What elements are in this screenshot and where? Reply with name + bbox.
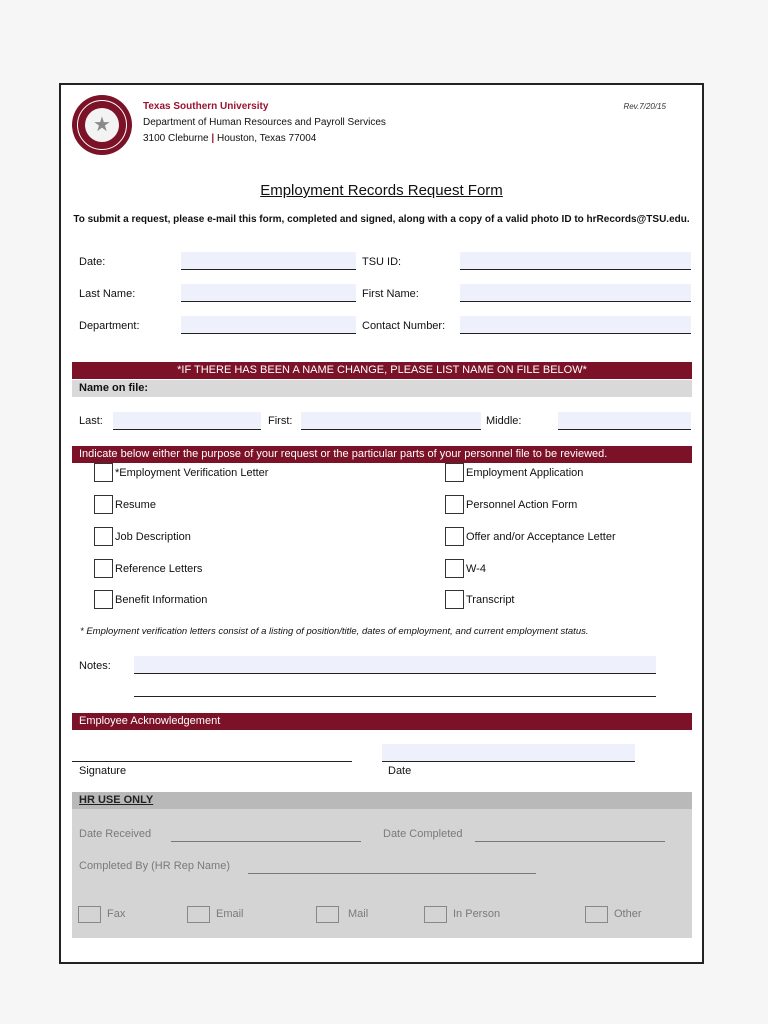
prior-first-field[interactable]	[301, 412, 481, 430]
employment-verification-checkbox[interactable]	[94, 463, 113, 482]
notes-label: Notes:	[79, 660, 111, 672]
completed-by-label: Completed By (HR Rep Name)	[79, 860, 230, 872]
form-page	[59, 83, 704, 964]
option-label: Offer and/or Acceptance Letter	[466, 531, 616, 543]
last-name-field[interactable]	[181, 284, 356, 302]
email-label: Email	[216, 908, 244, 920]
mail-checkbox[interactable]	[316, 906, 339, 923]
prior-first-label: First:	[268, 415, 293, 427]
notes-field-line-2[interactable]	[134, 696, 656, 697]
address-city: Houston, Texas 77004	[216, 133, 317, 144]
contact-number-field[interactable]	[460, 316, 691, 334]
option-label: W-4	[466, 563, 486, 575]
option-label: *Employment Verification Letter	[115, 467, 269, 479]
in-person-label: In Person	[453, 908, 501, 920]
signature-date-field[interactable]	[382, 744, 635, 762]
university-name: Texas Southern University	[143, 101, 269, 112]
first-name-label: First Name:	[362, 288, 419, 300]
mail-label: Mail	[348, 908, 369, 920]
offer-acceptance-letter-checkbox[interactable]	[445, 527, 464, 546]
date-completed-label: Date Completed	[383, 828, 463, 840]
department-field[interactable]	[181, 316, 356, 334]
name-on-file-label: Name on file:	[72, 380, 692, 397]
star-icon: ★	[93, 114, 111, 136]
prior-middle-field[interactable]	[558, 412, 691, 430]
employment-application-checkbox[interactable]	[445, 463, 464, 482]
seal-center	[85, 108, 119, 142]
prior-last-field[interactable]	[113, 412, 261, 430]
other-checkbox[interactable]	[585, 906, 608, 923]
prior-last-label: Last:	[79, 415, 103, 427]
instructions: To submit a request, please e-mail this form, completed and signed, along with a copy of a valid photo ID to hrRecords@TSU.edu.	[73, 214, 690, 225]
university-seal	[72, 95, 132, 155]
last-name-label: Last Name:	[79, 288, 136, 300]
w4-checkbox[interactable]	[445, 559, 464, 578]
completed-by-line[interactable]	[248, 873, 536, 874]
purpose-banner: Indicate below either the purpose of your request or the particular parts of your personnel file to be reviewed.	[72, 446, 692, 463]
option-label: Reference Letters	[115, 563, 203, 575]
first-name-field[interactable]	[460, 284, 691, 302]
resume-checkbox[interactable]	[94, 495, 113, 514]
option-label: Transcript	[466, 594, 515, 606]
transcript-checkbox[interactable]	[445, 590, 464, 609]
fax-checkbox[interactable]	[78, 906, 101, 923]
fax-label: Fax	[107, 908, 126, 920]
date-received-label: Date Received	[79, 828, 152, 840]
hr-use-title: HR USE ONLY	[72, 792, 692, 809]
notes-field-line-1[interactable]	[134, 656, 656, 674]
signature-date-label: Date	[388, 765, 412, 777]
address-separator: |	[211, 133, 215, 144]
name-change-banner: *IF THERE HAS BEEN A NAME CHANGE, PLEASE LIST NAME ON FILE BELOW*	[72, 362, 692, 379]
department-label: Department:	[79, 320, 140, 332]
verification-footnote: * Employment verification letters consist of a listing of position/title, dates of employment, and current employment status.	[80, 626, 589, 637]
prior-middle-label: Middle:	[486, 415, 522, 427]
address-street: 3100 Cleburne	[143, 133, 209, 144]
job-description-checkbox[interactable]	[94, 527, 113, 546]
acknowledgement-banner: Employee Acknowledgement	[72, 713, 692, 730]
benefit-information-checkbox[interactable]	[94, 590, 113, 609]
form-title: Employment Records Request Form	[260, 182, 503, 199]
other-label: Other	[614, 908, 642, 920]
option-label: Personnel Action Form	[466, 499, 578, 511]
tsu-id-field[interactable]	[460, 252, 691, 270]
reference-letters-checkbox[interactable]	[94, 559, 113, 578]
department-name: Department of Human Resources and Payroll Services	[143, 117, 386, 128]
personnel-action-form-checkbox[interactable]	[445, 495, 464, 514]
date-field[interactable]	[181, 252, 356, 270]
date-received-line[interactable]	[171, 841, 361, 842]
address	[143, 133, 316, 144]
revision-date: Rev.7/20/15	[623, 102, 666, 111]
option-label: Employment Application	[466, 467, 584, 479]
signature-line[interactable]	[72, 761, 352, 762]
in-person-checkbox[interactable]	[424, 906, 447, 923]
date-label: Date:	[79, 256, 106, 268]
option-label: Resume	[115, 499, 156, 511]
date-completed-line[interactable]	[475, 841, 665, 842]
email-checkbox[interactable]	[187, 906, 210, 923]
tsu-id-label: TSU ID:	[362, 256, 402, 268]
contact-number-label: Contact Number:	[362, 320, 446, 332]
option-label: Job Description	[115, 531, 191, 543]
option-label: Benefit Information	[115, 594, 208, 606]
signature-label: Signature	[79, 765, 127, 777]
